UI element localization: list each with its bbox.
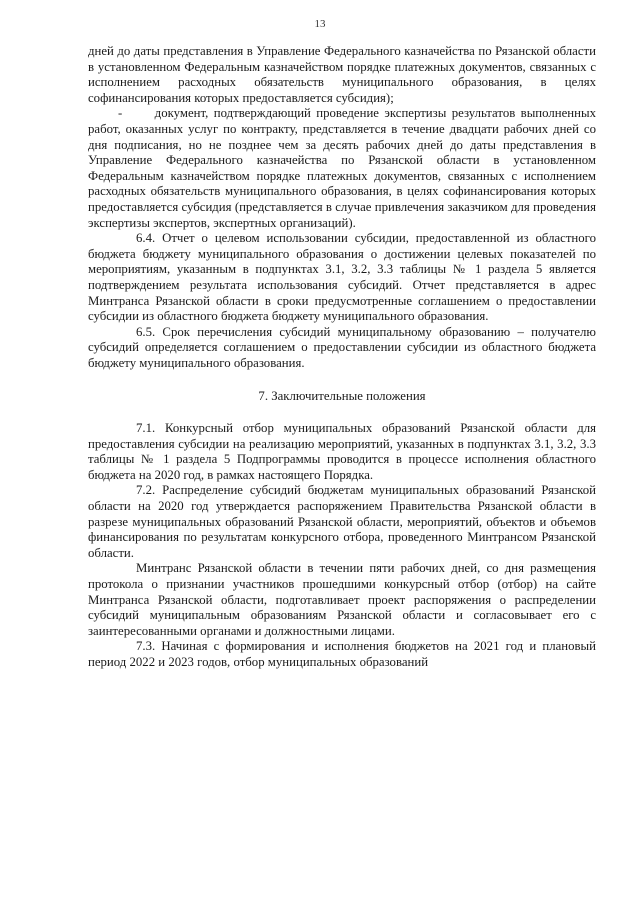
paragraph-mintrans: Минтранс Рязанской области в течении пяти рабочих дней, со дня размещения протокола о признании участников прошедшими конкурсный отбор (отбор) на сайте Минтранса Рязанской области, подготавливает проект распоряжения о распределении субсидий муниципальным образованиям Рязанской области и согласовывает его с заинтересованными органами и должностными лицами. [88,561,596,638]
paragraph-7-2: 7.2. Распределение субсидий бюджетам муниципальных образований Рязанской области на 2020 год утверждается распоряжением Правительства Рязанской области в разрезе муниципальных образований Рязанской области, мероприятий, объектов и объемов финансирования по результатам конкурсного отбора, проведенного Минтрансом Рязанской области. [88,483,596,560]
section-7-title: 7. Заключительные положения [258,389,426,404]
paragraph-expertise-document: - документ, подтверждающий проведение экспертизы результатов выполненных работ, оказанных услуг по контракту, представляется в течение двадцати рабочих дней со дня подписания, но не позднее чем за десять рабочих дней до даты представления в Управление Федерального казначейства по Рязанской области в установленном Федеральным казначейством порядке платежных документов, связанных с исполнением расходных обязательств муниципального образования, в целях софинансирования которых предоставляется субсидия (представляется в случае привлечения заказчиком для проведения экспертизы экспертов, экспертных организаций). [88,106,596,230]
paragraph-7-3: 7.3. Начиная с формирования и исполнения бюджетов на 2021 год и плановый период 2022 и 2023 годов, отбор муниципальных образований [88,639,596,669]
page-number: 13 [314,18,326,30]
document-body [88,44,596,671]
paragraph-7-1: 7.1. Конкурсный отбор муниципальных образований Рязанской области для предоставления субсидии на реализацию мероприятий, указанных в подпунктах 3.1, 3.2, 3.3 таблицы № 1 раздела 5 Подпрограммы проводится в процессе исполнения областного бюджета на 2020 год, в рамках настоящего Порядка. [88,421,596,482]
paragraph-6-4: 6.4. Отчет о целевом использовании субсидии, предоставленной из областного бюджета бюджету муниципального образования о достижении целевых показателей по мероприятиям, указанным в подпунктах 3.1, 3.2, 3.3 таблицы № 1 раздела 5 является подтверждением результата использования субсидий. Отчет представляется в адрес Минтранса Рязанской области в сроки предусмотренные соглашением о предоставлении субсидии из областного бюджета бюджету муниципального образования. [88,231,596,324]
paragraph-continuation: дней до даты представления в Управление Федерального казначейства по Рязанской области в установленном Федеральным казначейством порядке платежных документов, связанных с исполнением расходных обязательств муниципального образования, в целях софинансирования которых предоставляется субсидия); [88,44,596,105]
paragraph-6-5: 6.5. Срок перечисления субсидий муниципальному образованию – получателю субсидий определяется соглашением о предоставлении субсидии из областного бюджета бюджету муниципального образования. [88,324,596,370]
